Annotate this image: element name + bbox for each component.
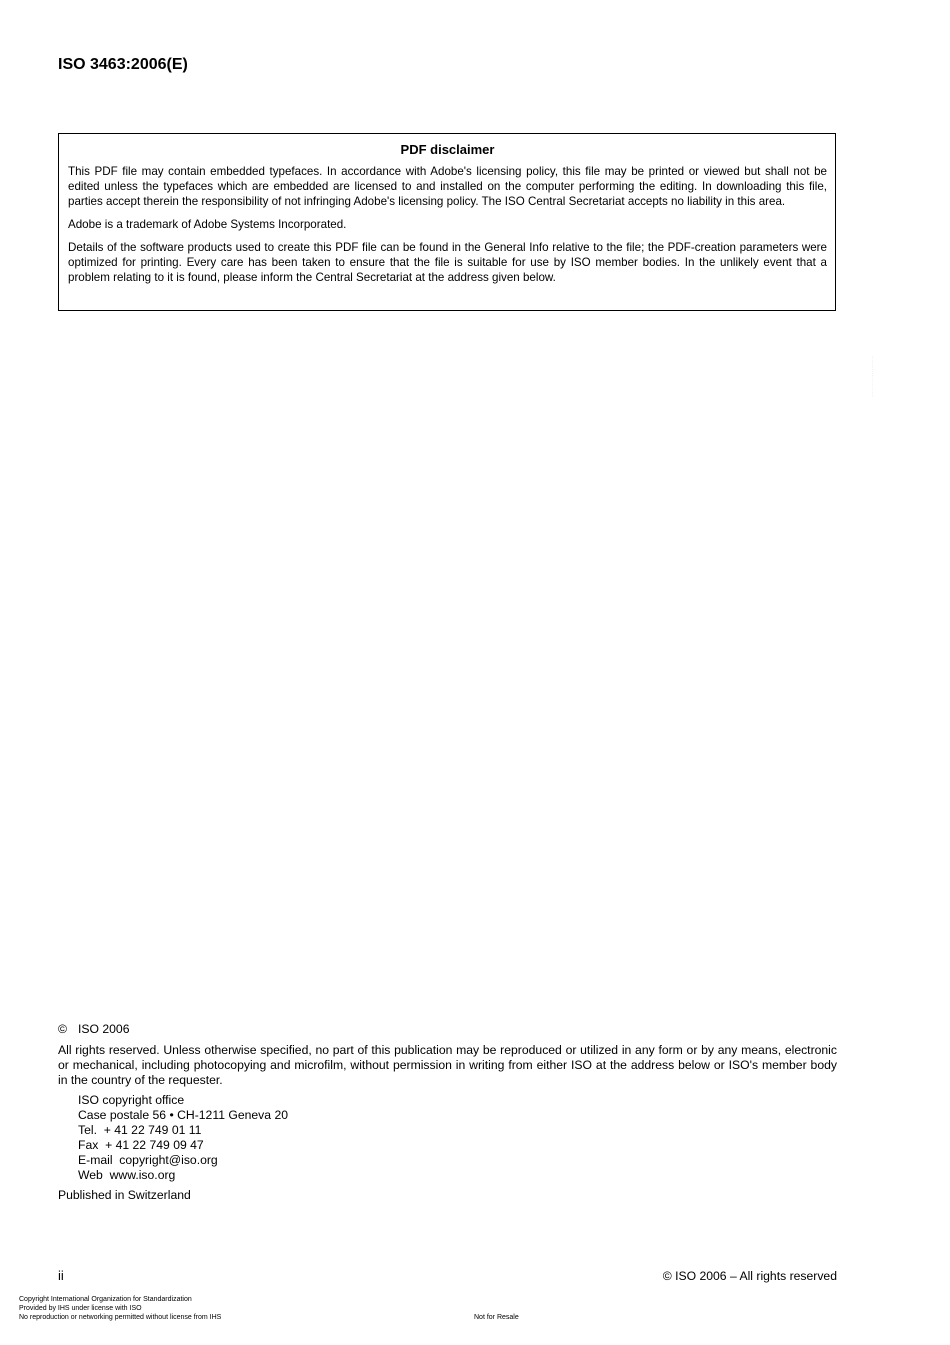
copyright-section <box>58 1022 837 1203</box>
rights-statement: All rights reserved. Unless otherwise specified, no part of this publication may be reproduced or utilized in any form or by any means, electronic or mechanical, including photocopying and microfilm, without permission in writing from either ISO at the address below or ISO's member body in the country of the requester. <box>58 1043 837 1087</box>
address-line: Fax + 41 22 749 09 47 <box>78 1138 204 1152</box>
not-for-resale: Not for Resale <box>474 1314 519 1321</box>
disclaimer-title: PDF disclaimer <box>400 142 495 157</box>
address-line: Tel. + 41 22 749 01 11 <box>78 1123 202 1137</box>
address-line: Case postale 56 • CH-1211 Geneva 20 <box>78 1108 289 1122</box>
license-line: No reproduction or networking permitted without license from IHS <box>19 1314 222 1321</box>
license-notice <box>19 1295 221 1322</box>
address-line: Web www.iso.org <box>78 1168 176 1182</box>
copyright-year-text: ISO 2006 <box>78 1022 130 1036</box>
address-line: ISO copyright office <box>78 1093 185 1107</box>
license-line: Copyright International Organization for Standardization <box>19 1296 192 1303</box>
license-line: Provided by IHS under license with ISO <box>19 1305 142 1312</box>
document-id: ISO 3463:2006(E) <box>58 56 188 73</box>
footer-copyright: © ISO 2006 – All rights reserved <box>662 1269 837 1283</box>
published-in: Published in Switzerland <box>58 1188 191 1202</box>
pdf-disclaimer-box <box>58 133 836 311</box>
copyright-symbol: © <box>58 1022 67 1036</box>
address-block <box>78 1093 837 1183</box>
address-line: E-mail copyright@iso.org <box>78 1153 218 1167</box>
disclaimer-paragraph: Adobe is a trademark of Adobe Systems Incorporated. <box>68 218 347 231</box>
page-number: ii <box>58 1268 64 1283</box>
disclaimer-paragraph: This PDF file may contain embedded typefaces. In accordance with Adobe's licensing policy, this file may be printed or viewed but shall not be edited unless the typefaces which are embedded are licensed to and installed on the computer performing the editing. In downloading this file, parties accept therein the responsibility of not infringing Adobe's licensing policy. The ISO Central Secretariat accepts no liability in this area. <box>68 165 827 208</box>
side-watermark: .................... <box>871 356 876 399</box>
disclaimer-paragraph: Details of the software products used to create this PDF file can be found in the General Info relative to the file; the PDF-creation parameters were optimized for printing. Every care has been taken to ensure that the file is suitable for use by ISO member bodies. In the unlikely event that a problem relating to it is found, please inform the Central Secretariat at the address given below. <box>68 241 827 284</box>
copyright-year <box>58 1022 837 1037</box>
